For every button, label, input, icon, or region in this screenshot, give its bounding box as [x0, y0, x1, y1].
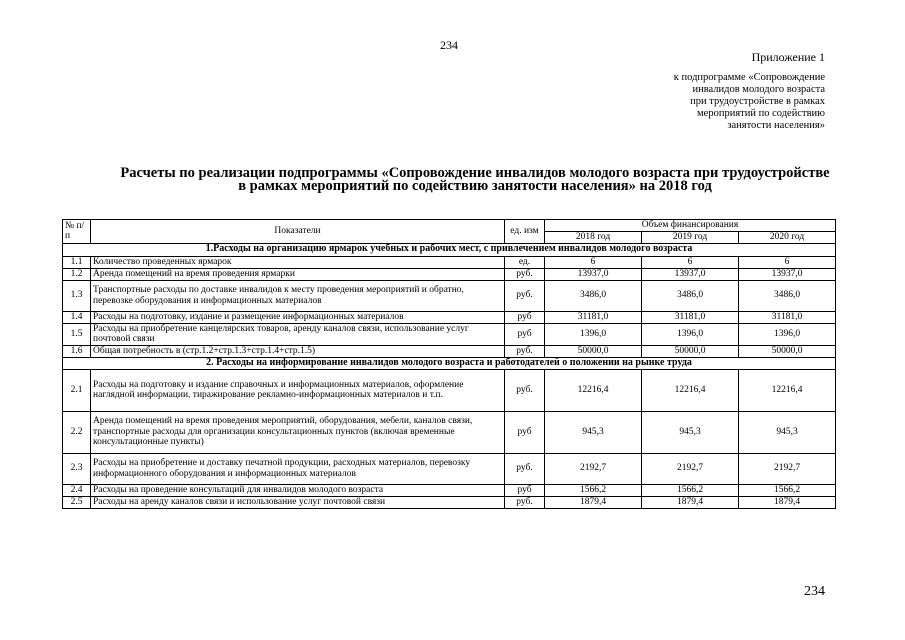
row-num: 2.2	[63, 411, 91, 453]
row-value-2019: 2192,7	[642, 453, 739, 484]
section-title: 2. Расходы на информирование инвалидов молодого возраста и работодателей о положении на рынке труда	[63, 357, 836, 369]
document-title	[60, 167, 890, 193]
table-row	[63, 256, 836, 268]
row-unit: руб.	[505, 280, 545, 311]
table-row	[63, 484, 836, 496]
table-row	[63, 496, 836, 508]
row-num: 1.3	[63, 280, 91, 311]
table-row	[63, 280, 836, 311]
row-value-2019: 1396,0	[642, 323, 739, 345]
row-indicator: Аренда помещений на время проведения мероприятий, оборудования, мебели, каналов связи, транспортные расходы для организации консультационных пунктов (включая временные консультационные пункты)	[91, 411, 505, 453]
table-row	[63, 453, 836, 484]
row-unit: руб.	[505, 345, 545, 357]
row-value-2018: 31181,0	[545, 311, 642, 323]
row-value-2019: 13937,0	[642, 268, 739, 280]
header-funding: Объем финансирования	[545, 220, 836, 232]
row-unit: руб.	[505, 453, 545, 484]
table-row	[63, 369, 836, 411]
row-indicator: Аренда помещений на время проведения ярмарки	[91, 268, 505, 280]
row-value-2020: 1879,4	[739, 496, 836, 508]
row-value-2020: 2192,7	[739, 453, 836, 484]
row-indicator: Общая потребность в (стр.1.2+стр.1.3+стр.1.4+стр.1.5)	[91, 345, 505, 357]
header-indicators: Показатели	[91, 220, 505, 244]
header-num: № п/п	[63, 220, 91, 244]
row-indicator: Расходы на аренду каналов связи и использование услуг почтовой связи	[91, 496, 505, 508]
row-value-2018: 2192,7	[545, 453, 642, 484]
section-title: 1.Расходы на организацию ярмарок учебных и рабочих мест, с привлечением инвалидов молодого возраста	[63, 243, 836, 256]
row-num: 1.2	[63, 268, 91, 280]
row-value-2019: 31181,0	[642, 311, 739, 323]
row-num: 1.4	[63, 311, 91, 323]
row-value-2020: 12216,4	[739, 369, 836, 411]
row-value-2019: 1879,4	[642, 496, 739, 508]
row-indicator: Расходы на подготовку и издание справочных и информационных материалов, оформление наглядной информации, тиражирование рекламно-информационных материалов и т.п.	[91, 369, 505, 411]
header-year-2019: 2019 год	[642, 232, 739, 244]
row-value-2020: 13937,0	[739, 268, 836, 280]
row-value-2020: 1396,0	[739, 323, 836, 345]
row-indicator: Расходы на приобретение канцелярских товаров, аренду каналов связи, использование услуг почтовой связи	[91, 323, 505, 345]
appendix-line: к подпрограмме «Сопровождение	[673, 72, 825, 83]
row-indicator: Расходы на проведение консультаций для инвалидов молодого возраста	[91, 484, 505, 496]
row-value-2018: 13937,0	[545, 268, 642, 280]
page-number-top: 234	[440, 38, 458, 52]
row-num: 1.1	[63, 256, 91, 268]
table-row	[63, 411, 836, 453]
row-value-2019: 50000,0	[642, 345, 739, 357]
row-unit: ед.	[505, 256, 545, 268]
section-header-row	[63, 357, 836, 369]
row-value-2019: 1566,2	[642, 484, 739, 496]
appendix-title: Приложение 1	[751, 50, 825, 64]
row-unit: руб.	[505, 369, 545, 411]
table-row	[63, 311, 836, 323]
row-indicator: Расходы на подготовку, издание и размещение информационных материалов	[91, 311, 505, 323]
title-line-2: в рамках мероприятий по содействию занятости населения» на 2018 год	[238, 178, 712, 194]
table-row	[63, 323, 836, 345]
row-unit: руб.	[505, 268, 545, 280]
row-num: 2.3	[63, 453, 91, 484]
row-num: 1.5	[63, 323, 91, 345]
page-number-bottom: 234	[804, 584, 825, 599]
row-value-2020: 31181,0	[739, 311, 836, 323]
row-value-2019: 6	[642, 256, 739, 268]
row-indicator: Количество проведенных ярмарок	[91, 256, 505, 268]
appendix-line: мероприятий по содействию	[697, 108, 825, 119]
appendix-line: инвалидов молодого возраста	[692, 84, 825, 95]
row-value-2020: 50000,0	[739, 345, 836, 357]
row-num: 2.5	[63, 496, 91, 508]
row-value-2020: 3486,0	[739, 280, 836, 311]
row-num: 2.1	[63, 369, 91, 411]
table-row	[63, 268, 836, 280]
table-body	[63, 243, 836, 508]
header-year-2018: 2018 год	[545, 232, 642, 244]
row-value-2019: 945,3	[642, 411, 739, 453]
title-line-1: Расчеты по реализации подпрограммы «Сопровождение инвалидов молодого возраста при трудоустройстве	[120, 165, 830, 181]
header-unit: ед. изм	[505, 220, 545, 244]
row-value-2018: 945,3	[545, 411, 642, 453]
row-num: 2.4	[63, 484, 91, 496]
row-unit: руб.	[505, 496, 545, 508]
appendix-line: занятости населения»	[727, 120, 825, 131]
row-value-2020: 1566,2	[739, 484, 836, 496]
row-value-2018: 12216,4	[545, 369, 642, 411]
row-unit: руб	[505, 411, 545, 453]
row-value-2020: 945,3	[739, 411, 836, 453]
row-indicator: Транспортные расходы по доставке инвалидов к месту проведения мероприятий и обратно, перевозке оборудования и информационных материалов	[91, 280, 505, 311]
row-value-2018: 1879,4	[545, 496, 642, 508]
row-value-2018: 3486,0	[545, 280, 642, 311]
row-value-2019: 3486,0	[642, 280, 739, 311]
row-value-2018: 6	[545, 256, 642, 268]
row-value-2018: 1396,0	[545, 323, 642, 345]
table-row	[63, 345, 836, 357]
row-unit: руб	[505, 311, 545, 323]
header-year-2020: 2020 год	[739, 232, 836, 244]
row-value-2018: 50000,0	[545, 345, 642, 357]
row-value-2020: 6	[739, 256, 836, 268]
row-value-2019: 12216,4	[642, 369, 739, 411]
section-header-row	[63, 243, 836, 256]
row-indicator: Расходы на приобретение и доставку печатной продукции, расходных материалов, перевозку информационного оборудования и информационных материалов	[91, 453, 505, 484]
row-unit: руб	[505, 484, 545, 496]
row-value-2018: 1566,2	[545, 484, 642, 496]
row-num: 1.6	[63, 345, 91, 357]
appendix-subtitle	[674, 72, 825, 132]
funding-table	[62, 219, 836, 509]
appendix-line: при трудоустройстве в рамках	[690, 96, 825, 107]
row-unit: руб	[505, 323, 545, 345]
